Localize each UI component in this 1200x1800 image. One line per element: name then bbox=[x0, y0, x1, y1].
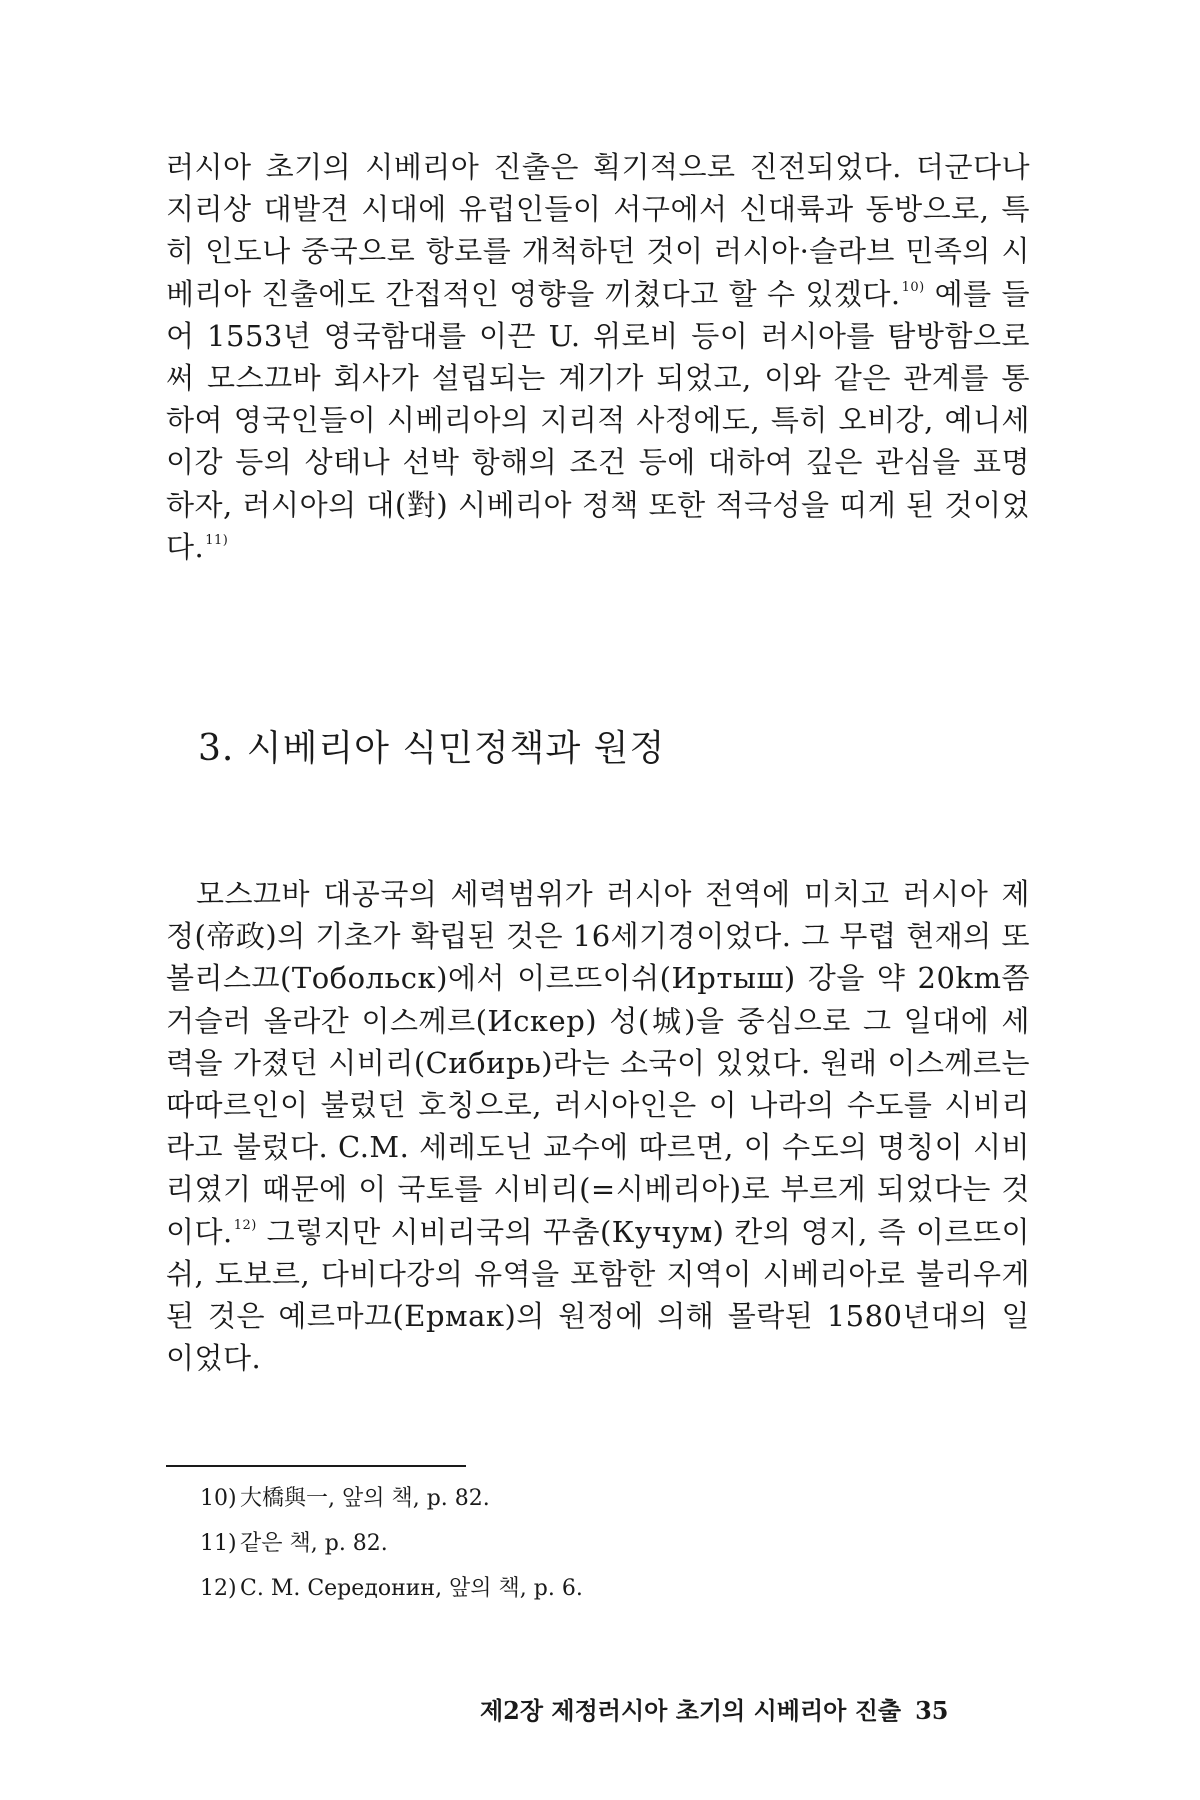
section-heading: 3. 시베리아 식민정책과 원정 bbox=[198, 728, 666, 769]
body-paragraph-2 bbox=[166, 873, 1030, 1379]
footnote-item bbox=[200, 1521, 1000, 1566]
footnote-list bbox=[200, 1476, 1000, 1611]
footnote-ref-11[interactable]: 11) bbox=[205, 533, 229, 549]
footnote-number: 11) bbox=[200, 1531, 237, 1556]
footnote-number: 10) bbox=[200, 1486, 237, 1511]
running-footer bbox=[480, 1693, 1000, 1729]
paragraph-1-text-a: 러시아 초기의 시베리아 진출은 획기적으로 진전되었다. 더군다나 지리상 대발견 시대에 유럽인들이 서구에서 신대륙과 동방으로, 특히 인도나 중국으로 항로를 개척하던 것이 러시아·슬라브 민족의 시베리아 진출에도 간접적인 영향을 끼쳤다고 할 수 있겠다. bbox=[166, 150, 1030, 311]
footnote-ref-10[interactable]: 10) bbox=[901, 280, 925, 296]
footnote-text: 大橋與一, 앞의 책, p. 82. bbox=[240, 1486, 490, 1511]
footnote-item bbox=[200, 1566, 1000, 1611]
paragraph-1-text-b: 예를 들어 1553년 영국함대를 이끈 U. 위로비 등이 러시아를 탐방함으로써 모스끄바 회사가 설립되는 계기가 되었고, 이와 같은 관계를 통하여 영국인들이 시베리아의 지리적 사정에도, 특히 오비강, 예니세이강 등의 상태나 선박 항해의 조건 등에 대하여 깊은 관심을 표명하자, 러시아의 대(對) 시베리아 정책 또한 적극성을 띠게 된 것이었다. bbox=[166, 276, 1030, 564]
paragraph-2-text-b: 그렇지만 시비리국의 꾸춤(Кучум) 칸의 영지, 즉 이르뜨이쉬, 도보르, 다비다강의 유역을 포함한 지역이 시베리아로 불리우게 된 것은 예르마끄(Ермак)의 원정에 의해 몰락된 1580년대의 일이었다. bbox=[166, 1214, 1030, 1376]
paragraph-2-text-a: 모스끄바 대공국의 세력범위가 러시아 전역에 미치고 러시아 제정(帝政)의 기초가 확립된 것은 16세기경이었다. 그 무렵 현재의 또볼리스끄(Тобольск)에서 이르뜨이쉬(Иртыш) 강을 약 20km쯤 거슬러 올라간 이스께르(Искер) 성(城)을 중심으로 그 일대에 세력을 가졌던 시비리(Сибирь)라는 소국이 있었다. 원래 이스께르는 따따르인이 불렀던 호칭으로, 러시아인은 이 나라의 수도를 시비리라고 불렀다. C.M. 세레도닌 교수에 따르면, 이 수도의 명칭이 시비리였기 때문에 이 국토를 시비리(=시베리아)로 부르게 되었다는 것이다. bbox=[166, 877, 1030, 1249]
running-title: 제2장 제정러시아 초기의 시베리아 진출 bbox=[480, 1696, 902, 1725]
footnote-ref-12[interactable]: 12) bbox=[233, 1218, 257, 1234]
footnote-item bbox=[200, 1476, 1000, 1521]
footnote-text: С. М. Середонин, 앞의 책, p. 6. bbox=[240, 1576, 583, 1601]
footnote-number: 12) bbox=[200, 1576, 237, 1601]
page-number: 35 bbox=[915, 1696, 949, 1725]
footnote-text: 같은 책, p. 82. bbox=[240, 1531, 388, 1556]
body-paragraph-1 bbox=[166, 146, 1030, 568]
footnote-divider bbox=[166, 1465, 466, 1467]
